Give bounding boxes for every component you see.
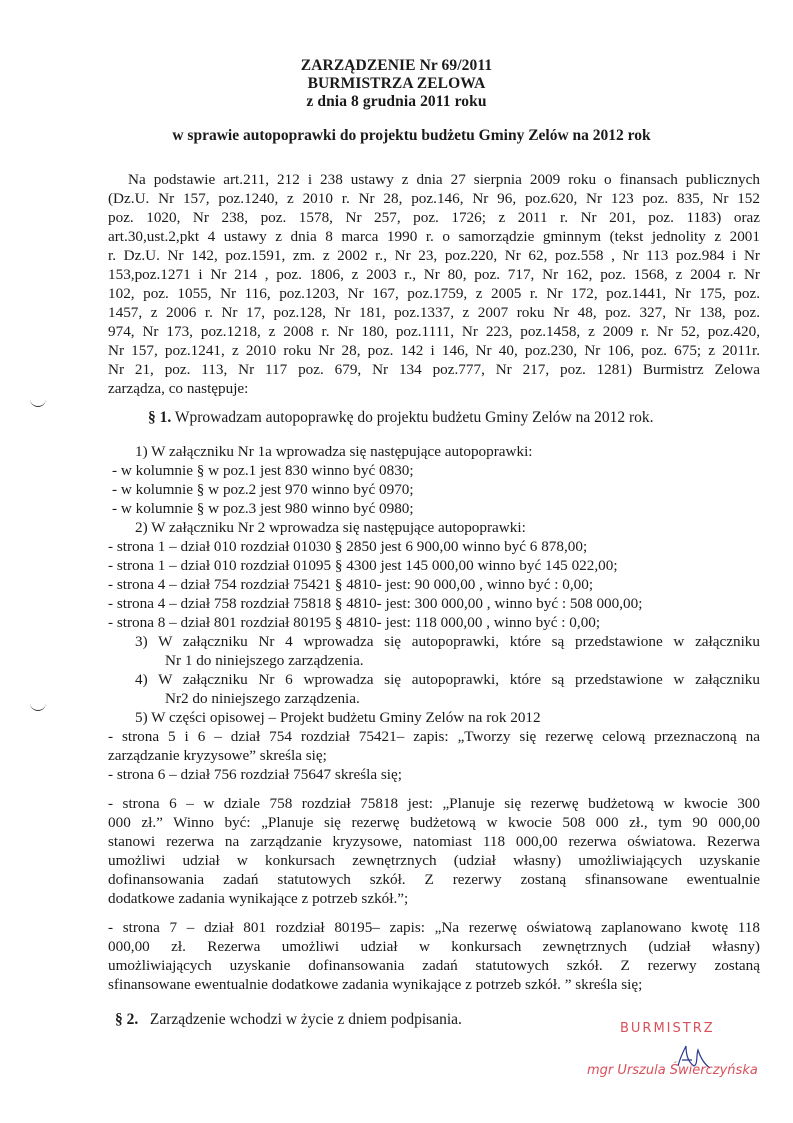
point-5-heading: 5) W części opisowej – Projekt budżetu Gminy Zelów na rok 2012 <box>135 709 541 726</box>
preamble-line: Nr 21, poz. 113, Nr 117 poz. 679, Nr 134 poz.777, Nr 217, poz. 1281) Burmistrz Zelowa <box>108 361 760 378</box>
point-2-item: - strona 8 – dział 801 rozdział 80195 § 4810- jest: 118 000,00 , winno być : 0,00; <box>108 614 601 631</box>
point-2-heading: 2) W załączniku Nr 2 wprowadza się następujące autopoprawki: <box>135 519 526 536</box>
title-line-2: BURMISTRZA ZELOWA <box>307 75 486 92</box>
point-5-item-3-line: dofinansowania zadań statutowych szkół. Z rezerwy zostaną sfinansowane ewentualnie <box>108 871 760 888</box>
point-5-item-3-line: - strona 6 – w dziale 758 rozdział 75818 jest: „Planuje się rezerwę budżetową w kwocie 300 <box>108 795 760 812</box>
point-3-line: Nr 1 do niniejszego zarządzenia. <box>165 652 364 669</box>
section-1-text: Wprowadzam autopoprawkę do projektu budżetu Gminy Zelów na 2012 rok. <box>174 409 654 426</box>
document-header <box>0 57 793 111</box>
section-2-text: Zarządzenie wchodzi w życie z dniem podpisania. <box>149 1011 462 1028</box>
preamble-line: 153,poz.1271 i Nr 214 , poz. 1806, z 2003 r., Nr 80, poz. 717, Nr 162, poz. 1568, z 2004 r. Nr <box>108 266 760 283</box>
preamble-line: 974, Nr 173, poz.1218, z 2008 r. Nr 180, poz.1111, Nr 223, poz.1458, z 2009 r. Nr 52, poz.420, <box>108 323 760 340</box>
preamble-line: Na podstawie art.211, 212 i 238 ustawy z dnia 27 sierpnia 2009 roku o finansach publicznych <box>128 171 760 188</box>
section-2-sign: § 2. <box>115 1011 139 1028</box>
stamp-name: mgr Urszula Świerczyńska <box>587 1063 758 1078</box>
preamble-line: art.30,ust.2,pkt 4 ustawy z dnia 8 marca 1990 r. o samorządzie gminnym (tekst jednolity z 2001 <box>108 228 760 245</box>
point-1-heading: 1) W załączniku Nr 1a wprowadza się następujące autopoprawki: <box>135 443 533 460</box>
preamble-line: r. Dz.U. Nr 142, poz.1591, zm. z 2002 r., Nr 23, poz.220, Nr 62, poz.558 , Nr 113 poz.984 i Nr <box>108 247 760 264</box>
title-line-3: z dnia 8 grudnia 2011 roku <box>306 93 487 110</box>
point-5-item-2: - strona 6 – dział 756 rozdział 75647 skreśla się; <box>108 766 402 783</box>
stamp-title: BURMISTRZ <box>620 1021 715 1036</box>
preamble-line: Nr 157, poz.1241, z 2010 roku Nr 28, poz. 142 i 146, Nr 40, poz.230, Nr 106, poz. 675; z 2011r. <box>108 342 760 359</box>
preamble-line: 1457, z 2006 r. Nr 17, poz.128, Nr 181, poz.1337, z 2007 roku Nr 48, poz. 327, Nr 138, poz. <box>108 304 760 321</box>
point-3-line: 3) W załączniku Nr 4 wprowadza się autopoprawki, które są przedstawione w załączniku <box>135 633 760 650</box>
point-5-item-3-line: 000 zł.” Winno być: „Planuje się rezerwę budżetową w kwocie 508 000 zł., tym 90 000,00 <box>108 814 760 831</box>
point-5-item-4-line: - strona 7 – dział 801 rozdział 80195– zapis: „Na rezerwę oświatową zaplanowano kwotę 118 <box>108 919 760 936</box>
point-5-item-3-line: stanowi rezerwa na zarządzanie kryzysowe, natomiast 118 000,00 rezerwa oświatowa. Rezerwa <box>108 833 760 850</box>
point-5-item-4-line: umożliwiających uzyskanie dofinansowania zadań statutowych szkół. Z rezerwy zostaną <box>108 957 760 974</box>
punch-hole-mark-top <box>30 398 46 407</box>
point-1-item: - w kolumnie § w poz.2 jest 970 winno być 0970; <box>112 481 414 498</box>
point-1-item: - w kolumnie § w poz.3 jest 980 winno być 0980; <box>112 500 414 517</box>
point-4-line: 4) W załączniku Nr 6 wprowadza się autopoprawki, które są przedstawione w załączniku <box>135 671 760 688</box>
point-1-item: - w kolumnie § w poz.1 jest 830 winno być 0830; <box>112 462 414 479</box>
preamble-line: (Dz.U. Nr 157, poz.1240, z 2010 r. Nr 28, poz.146, Nr 96, poz.620, Nr 123 poz. 835, Nr 152 <box>108 190 760 207</box>
section-1 <box>148 408 654 427</box>
title-line-1: ZARZĄDZENIE Nr 69/2011 <box>300 57 493 74</box>
point-5-item-1-line: - strona 5 i 6 – dział 754 rozdział 75421– zapis: „Tworzy się rezerwę celową przeznaczoną na <box>108 728 760 745</box>
point-4-line: Nr2 do niniejszego zarządzenia. <box>165 690 360 707</box>
point-2-item: - strona 1 – dział 010 rozdział 01030 § 2850 jest 6 900,00 winno być 6 878,00; <box>108 538 588 555</box>
point-5-item-1-line: zarządzanie kryzysowe” skreśla się; <box>108 747 327 764</box>
preamble-line: zarządza, co następuje: <box>108 380 249 397</box>
section-1-sign: § 1. <box>148 409 172 426</box>
section-2 <box>115 1010 462 1029</box>
point-2-item: - strona 1 – dział 010 rozdział 01095 § 4300 jest 145 000,00 winno być 145 022,00; <box>108 557 618 574</box>
point-5-item-3-line: umożliwi udział w konkursach zewnętrznych (udział własny) umożliwiających uzyskanie <box>108 852 760 869</box>
point-2-item: - strona 4 – dział 754 rozdział 75421 § 4810- jest: 90 000,00 , winno być : 0,00; <box>108 576 594 593</box>
point-5-item-4-line: 000,00 zł. Rezerwa umożliwi udział w konkursach zewnętrznych (udział własny) <box>108 938 760 955</box>
point-5-item-4-line: sfinansowane ewentualnie dodatkowe zadania wynikające z potrzeb szkół. ” skreśla się; <box>108 976 643 993</box>
preamble-line: poz. 1020, Nr 238, poz. 1578, Nr 257, poz. 1726; z 2011 r. Nr 201, poz. 1183) oraz <box>108 209 760 226</box>
document-subject: w sprawie autopoprawki do projektu budżetu Gminy Zelów na 2012 rok <box>172 127 651 144</box>
punch-hole-mark-bottom <box>30 702 46 711</box>
preamble-line: 102, poz. 1055, Nr 116, poz.1203, Nr 167, poz.1759, z 2005 r. Nr 172, poz.1441, Nr 175, poz. <box>108 285 760 302</box>
point-2-item: - strona 4 – dział 758 rozdział 75818 § 4810- jest: 300 000,00 , winno być : 508 000,00; <box>108 595 643 612</box>
point-5-item-3-line: dodatkowe zadania wynikające z potrzeb szkół.”; <box>108 890 409 907</box>
